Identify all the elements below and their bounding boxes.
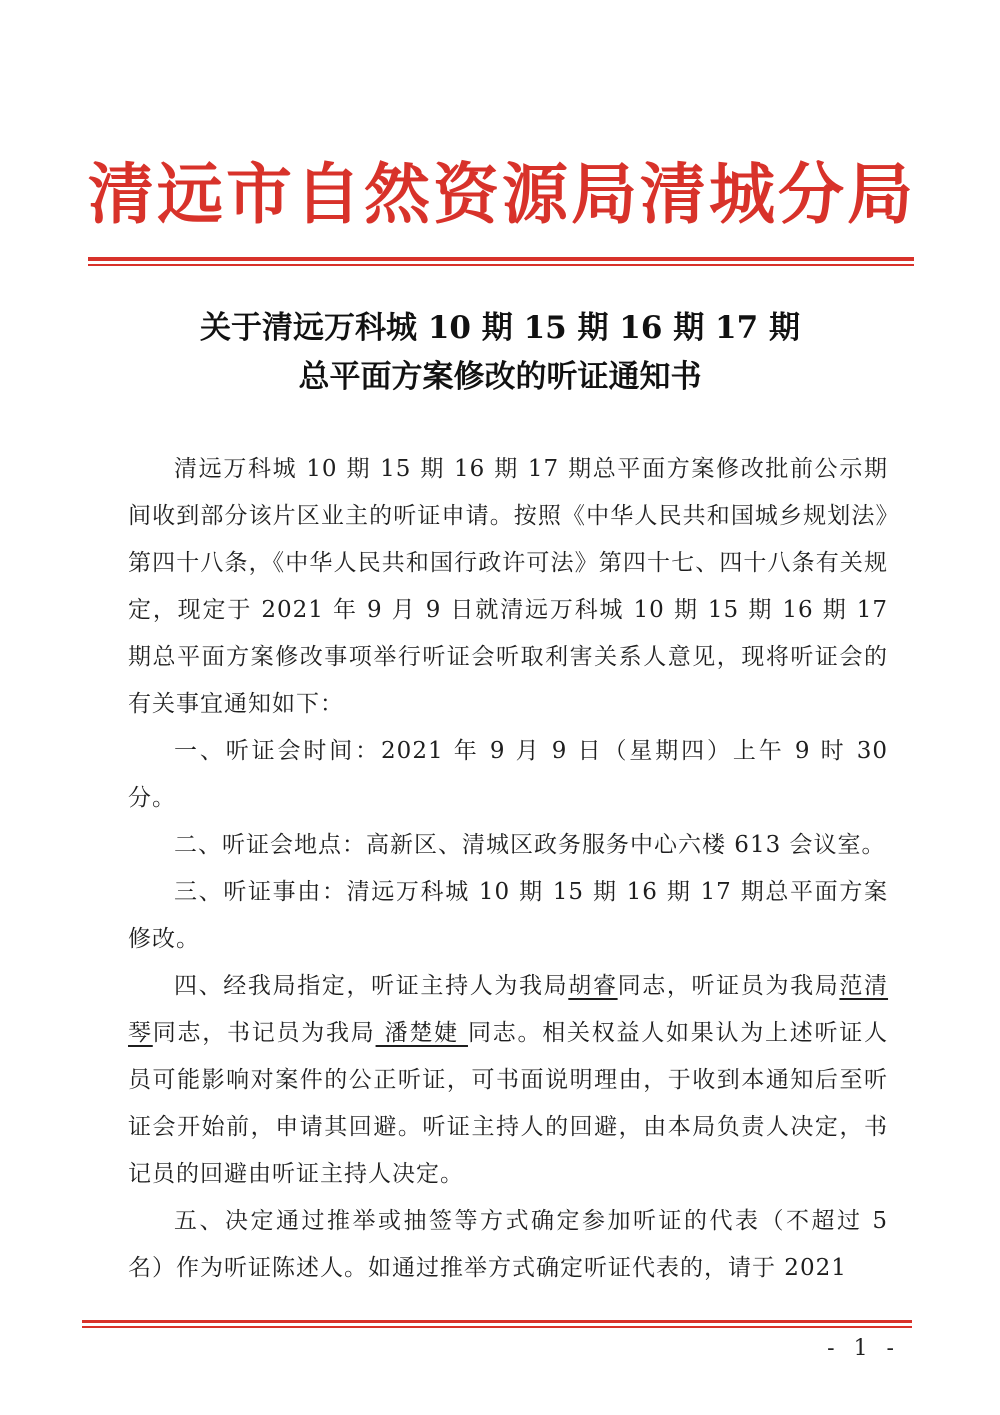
paragraph-representatives: 五、决定通过推举或抽签等方式确定参加听证的代表（不超过 5 名）作为听证陈述人。如通过推举方式确定听证代表的，请于 2021 (128, 1208, 888, 1281)
paragraph-intro: 清远万科城 10 期 15 期 16 期 17 期总平面方案修改批前公示期间收到部分该片区业主的听证申请。按照《中华人民共和国城乡规划法》第四十八条，《中华人民共和国行政许可法》第四十七、四十八条有关规定，现定于 2021 年 9 月 9 日就清远万科城 10 期 15 期 16 期 17 期总平面方案修改事项举行听证会听取利害关系人意见，现将听证会的有关事宜通知如下： (128, 456, 888, 717)
paragraph-time: 一、听证会时间：2021 年 9 月 9 日（星期四）上午 9 时 30 分。 (128, 738, 888, 811)
document-title-line-2: 总平面方案修改的听证通知书 (298, 359, 702, 395)
document-title-line-1: 关于清远万科城 10 期 15 期 16 期 17 期 (200, 310, 800, 346)
paragraph-personnel (128, 963, 888, 1198)
footer-rule-thin (82, 1326, 912, 1328)
document-body (128, 446, 888, 1292)
paragraph-reason: 三、听证事由：清远万科城 10 期 15 期 16 期 17 期总平面方案修改。 (128, 879, 888, 952)
footer-rule-thick (82, 1320, 912, 1323)
personnel-text-1: 四、经我局指定，听证主持人为我局 (174, 973, 569, 999)
paragraph-location: 二、听证会地点：高新区、清城区政务服务中心六楼 613 会议室。 (174, 832, 886, 858)
clerk-name: 潘楚婕 (375, 1020, 468, 1046)
header-rule-thick (88, 257, 914, 261)
personnel-text-3: 同志，书记员为我局 (152, 1020, 376, 1046)
page-number: - 1 - (827, 1336, 900, 1361)
hearer-name: 范清琴 (128, 973, 889, 1046)
personnel-text-4: 同志。相关权益人如果认为上述听证人员可能影响对案件的公正听证，可书面说明理由，于收到本通知后至听证会开始前，申请其回避。听证主持人的回避，由本局负责人决定，书记员的回避由听证主持人决定。 (128, 1020, 889, 1187)
personnel-text-2: 同志，听证员为我局 (617, 973, 840, 999)
host-name: 胡睿 (568, 973, 618, 999)
header-rule-thin (88, 264, 914, 266)
agency-letterhead: 清远市自然资源局清城分局 (88, 156, 916, 233)
